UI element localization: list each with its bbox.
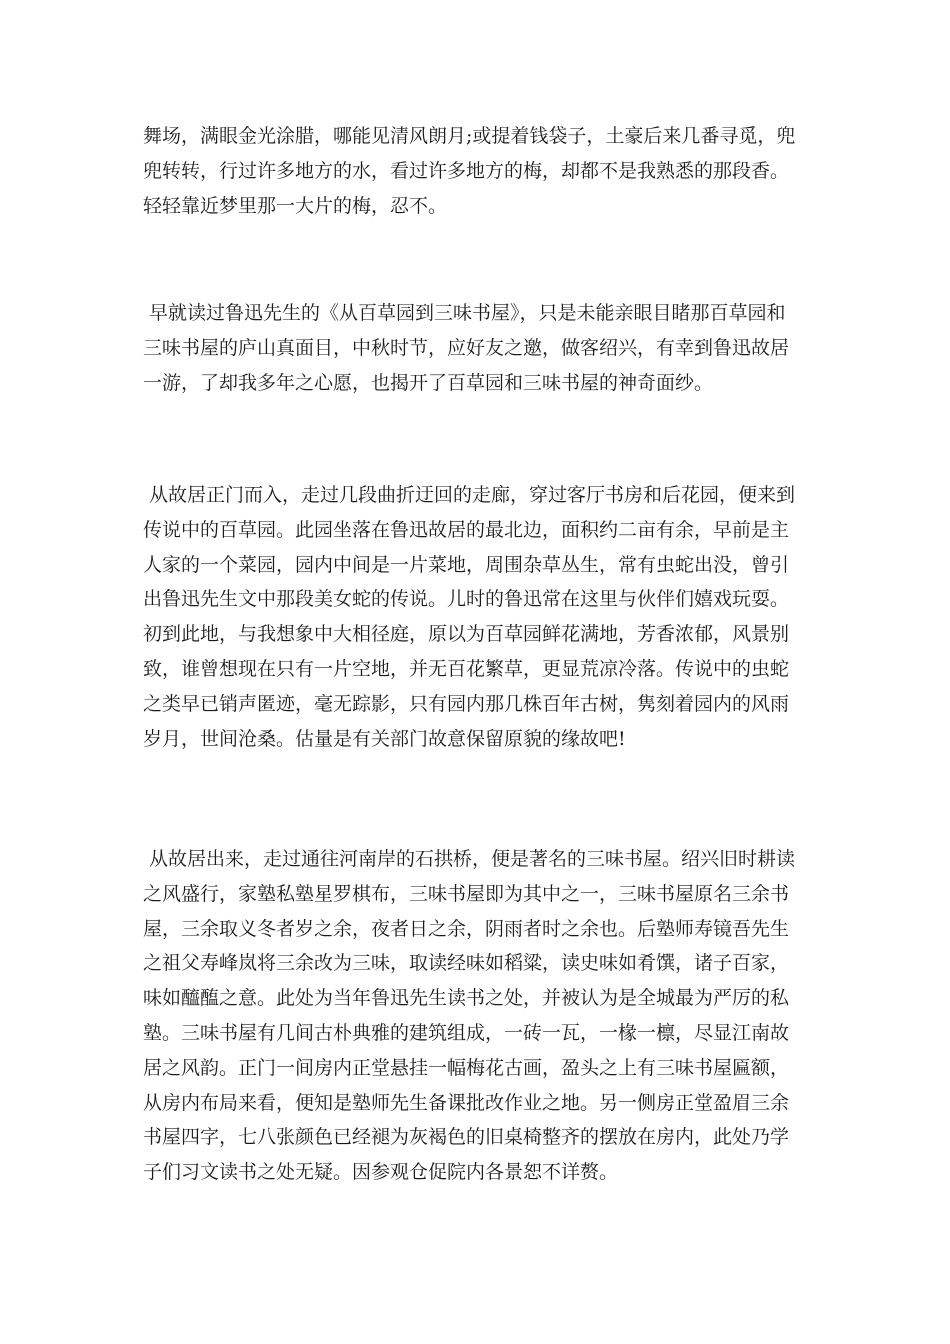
paragraph-intro-visit	[143, 296, 813, 400]
text-line: 致，谁曾想现在只有一片空地，并无百花繁草，更显荒凉冷落。传说中的虫蛇	[143, 657, 790, 680]
text-line: 三味书屋的庐山真面目，中秋时节，应好友之邀，做客绍兴，有幸到鲁迅故居	[143, 336, 790, 359]
text-line: 居之风韵。正门一间房内正堂悬挂一幅梅花古画，盈头之上有三味书屋匾额，	[143, 1056, 790, 1079]
text-line: 之风盛行，家塾私塾星罗棋布，三味书屋即为其中之一，三味书屋原名三余书	[143, 882, 790, 905]
text-line: 之类早已销声匿迹，毫无踪影，只有园内那几株百年古树，隽刻着园内的风雨	[143, 692, 790, 715]
text-line: 人家的一个菜园，园内中间是一片菜地，周围杂草丛生，常有虫蛇出没，曾引	[143, 553, 790, 576]
text-line: 岁月，世间沧桑。估量是有关部门故意保留原貌的缘故吧!	[143, 727, 626, 750]
text-line: 出鲁迅先生文中那段美女蛇的传说。儿时的鲁迅常在这里与伙伴们嬉戏玩耍。	[143, 588, 790, 611]
paragraph-sanweishuwu	[143, 842, 813, 1190]
text-line: 从故居出来，走过通往河南岸的石拱桥，便是著名的三味书屋。绍兴旧时耕读	[149, 848, 796, 870]
text-line: 之祖父寿峰岚将三余改为三味，取读经味如稻粱，读史味如肴馔，诸子百家，	[143, 952, 790, 975]
text-line: 味如醯醢之意。此处为当年鲁迅先生读书之处，并被认为是全城最为严厉的私	[143, 987, 790, 1010]
text-line: 轻轻靠近梦里那一大片的梅，忍不。	[143, 194, 448, 217]
text-line: 兜转转，行过许多地方的水，看过许多地方的梅，却都不是我熟悉的那段香。	[143, 159, 790, 182]
text-line: 舞场，满眼金光涂腊，哪能见清风朗月;或提着钱袋子，土豪后来几番寻觅，兜	[143, 125, 796, 147]
text-line: 早就读过鲁迅先生的《从百草园到三味书屋》，只是未能亲眼目睹那百草园和	[149, 302, 786, 324]
text-line: 一游，了却我多年之心愿，也揭开了百草园和三味书屋的神奇面纱。	[143, 371, 714, 394]
text-line: 塾。三味书屋有几间古朴典雅的建筑组成，一砖一瓦，一椽一檩，尽显江南故	[143, 1021, 790, 1044]
text-line: 从房内布局来看，便知是塾师先生备课批改作业之地。另一侧房正堂盈眉三余	[143, 1091, 790, 1114]
text-line: 传说中的百草园。此园坐落在鲁迅故居的最北边，面积约二亩有余，早前是主	[143, 518, 790, 541]
text-line: 书屋四字，七八张颜色已经褪为灰褐色的旧桌椅整齐的摆放在房内，此处乃学	[143, 1126, 790, 1149]
text-line: 初到此地，与我想象中大相径庭，原以为百草园鲜花满地，芳香浓郁，风景别	[143, 623, 790, 646]
text-line: 子们习文读书之处无疑。因参观仓促院内各景恕不详赘。	[143, 1161, 619, 1184]
text-line: 屋，三余取义冬者岁之余，夜者日之余，阴雨者时之余也。后塾师寿镜吾先生	[143, 917, 790, 940]
text-line: 从故居正门而入，走过几段曲折迂回的走廊，穿过客厅书房和后花园，便来到	[149, 484, 796, 506]
paragraph-plum-blossom	[143, 119, 813, 223]
paragraph-baicaoyuan	[143, 478, 813, 756]
